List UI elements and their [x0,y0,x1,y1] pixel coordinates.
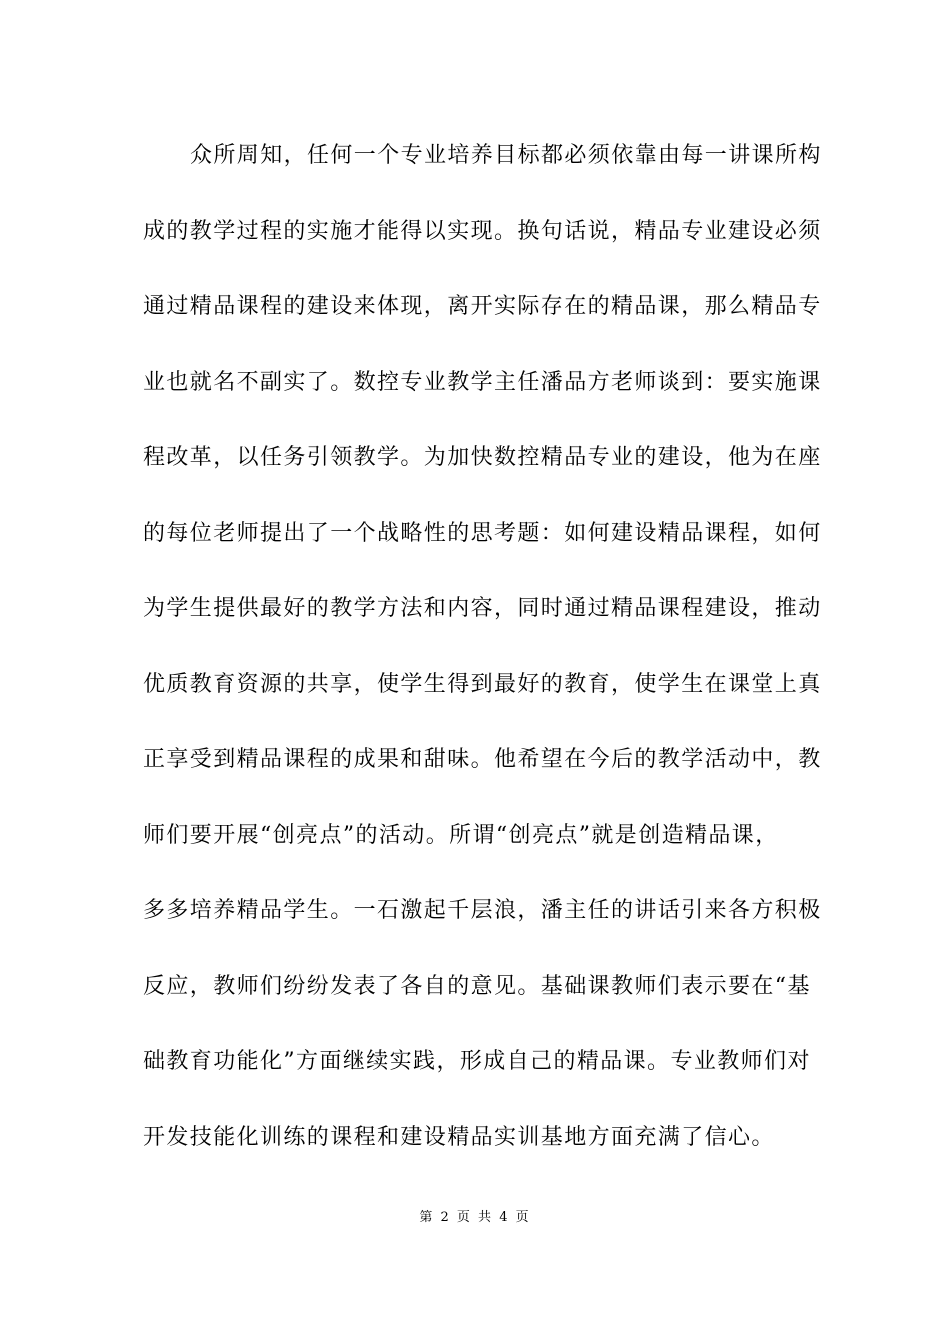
paragraph-line: 师们要开展“创亮点”的活动。所谓“创亮点”就是创造精品课， [143,822,779,848]
paragraph-line: 业也就名不副实了。数控专业教学主任潘品方老师谈到：要实施课 [143,369,822,395]
paragraph-line: 反应，教师们纷纷发表了各自的意见。基础课教师们表示要在“基 [143,973,811,999]
paragraph-line: 多多培养精品学生。一石激起千层浪，潘主任的讲话引来各方积极 [143,898,822,923]
paragraph-line: 成的教学过程的实施才能得以实现。换句话说，精品专业建设必须 [143,218,822,244]
paragraph-line: 正享受到精品课程的成果和甜味。他希望在今后的教学活动中，教 [143,747,822,772]
paragraph-line: 为学生提供最好的教学方法和内容，同时通过精品课程建设，推动 [143,596,822,621]
paragraph-line: 众所周知，任何一个专业培养目标都必须依靠由每一讲课所构 [190,143,822,168]
paragraph-line: 开发技能化训练的课程和建设精品实训基地方面充满了信心。 [143,1124,775,1150]
paragraph-line: 优质教育资源的共享，使学生得到最好的教育，使学生在课堂上真 [143,671,822,697]
paragraph-line: 的每位老师提出了一个战略性的思考题：如何建设精品课程，如何 [143,520,822,546]
paragraph-line: 通过精品课程的建设来体现，离开实际存在的精品课，那么精品专 [143,294,822,319]
paragraph-line: 程改革，以任务引领教学。为加快数控精品专业的建设，他为在座 [143,445,822,470]
paragraph-line: 础教育功能化”方面继续实践，形成自己的精品课。专业教师们对 [143,1049,811,1074]
body-paragraph [143,133,822,1190]
page-number-footer: 第 2 页 共 4 页 [419,1210,531,1225]
